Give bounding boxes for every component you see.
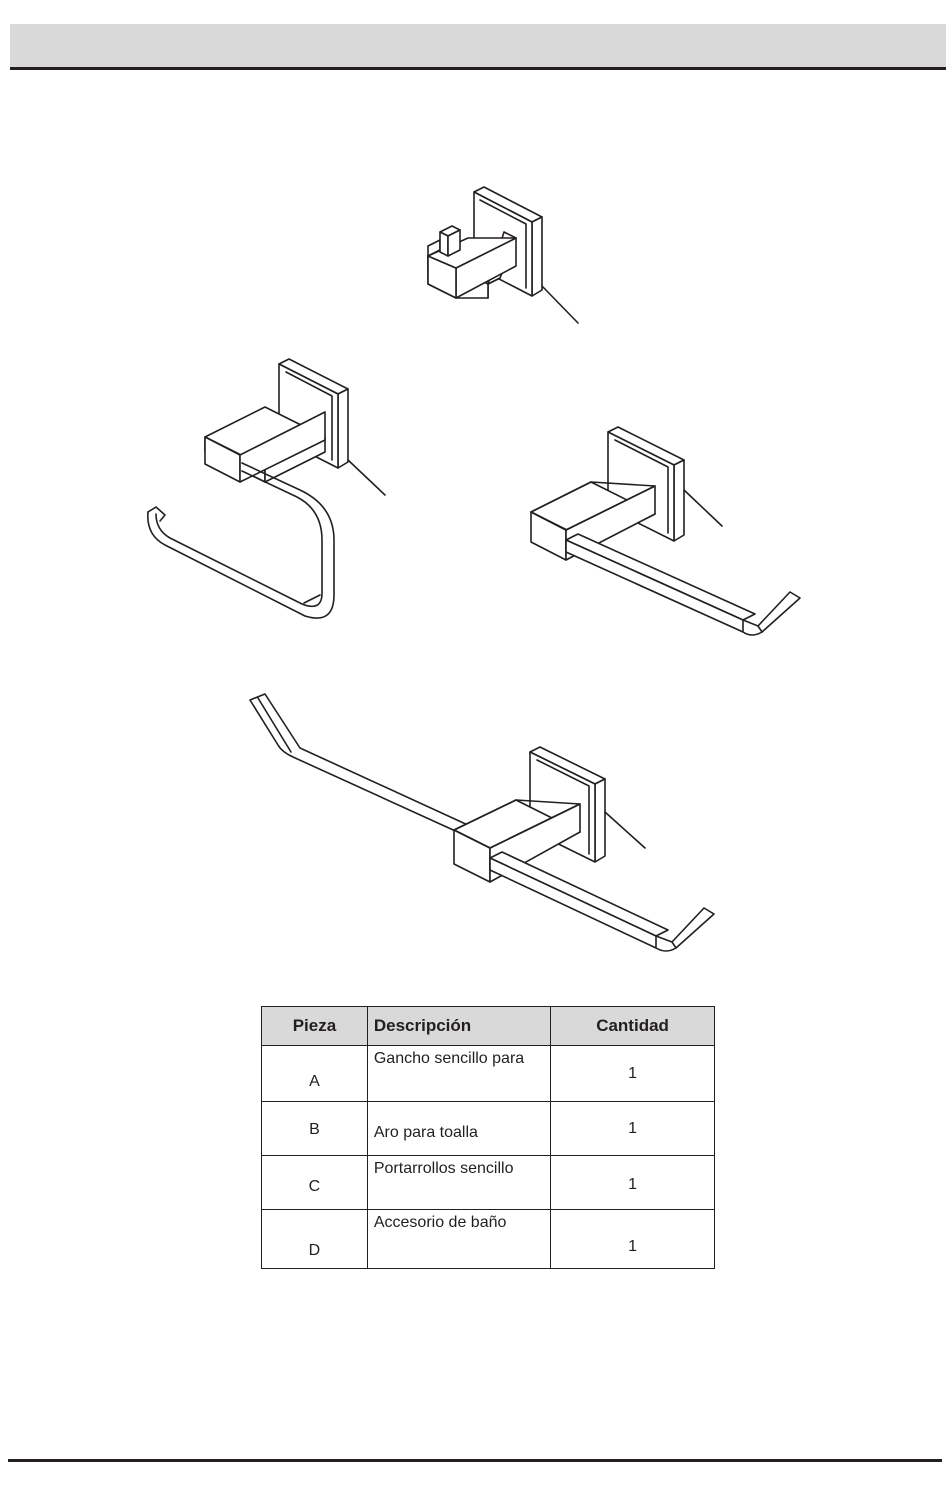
table-row	[262, 1156, 715, 1210]
robe-hook-icon	[428, 187, 578, 323]
table-row	[262, 1210, 715, 1269]
piece-cell: A	[262, 1046, 368, 1102]
table-row	[262, 1102, 715, 1156]
header-description: Descripción	[367, 1007, 550, 1046]
header-piece: Pieza	[262, 1007, 368, 1046]
description-cell: Portarrollos sencillo	[367, 1156, 550, 1210]
table-row	[262, 1046, 715, 1102]
parts-table	[261, 1006, 715, 1269]
header-quantity: Cantidad	[551, 1007, 715, 1046]
description-cell: Accesorio de baño	[367, 1210, 550, 1269]
quantity-cell: 1	[551, 1102, 715, 1156]
piece-cell: D	[262, 1210, 368, 1269]
piece-cell: B	[262, 1102, 368, 1156]
description-cell: Aro para toalla	[367, 1102, 550, 1156]
towel-ring-icon	[148, 359, 385, 618]
toilet-paper-holder-icon	[531, 427, 800, 635]
description-cell: Gancho sencillo para	[367, 1046, 550, 1102]
table-header-row	[262, 1007, 715, 1046]
footer-rule	[8, 1459, 942, 1462]
quantity-cell: 1	[551, 1046, 715, 1102]
piece-cell: C	[262, 1156, 368, 1210]
quantity-cell: 1	[551, 1156, 715, 1210]
double-paper-holder-icon	[250, 694, 714, 951]
quantity-cell: 1	[551, 1210, 715, 1269]
